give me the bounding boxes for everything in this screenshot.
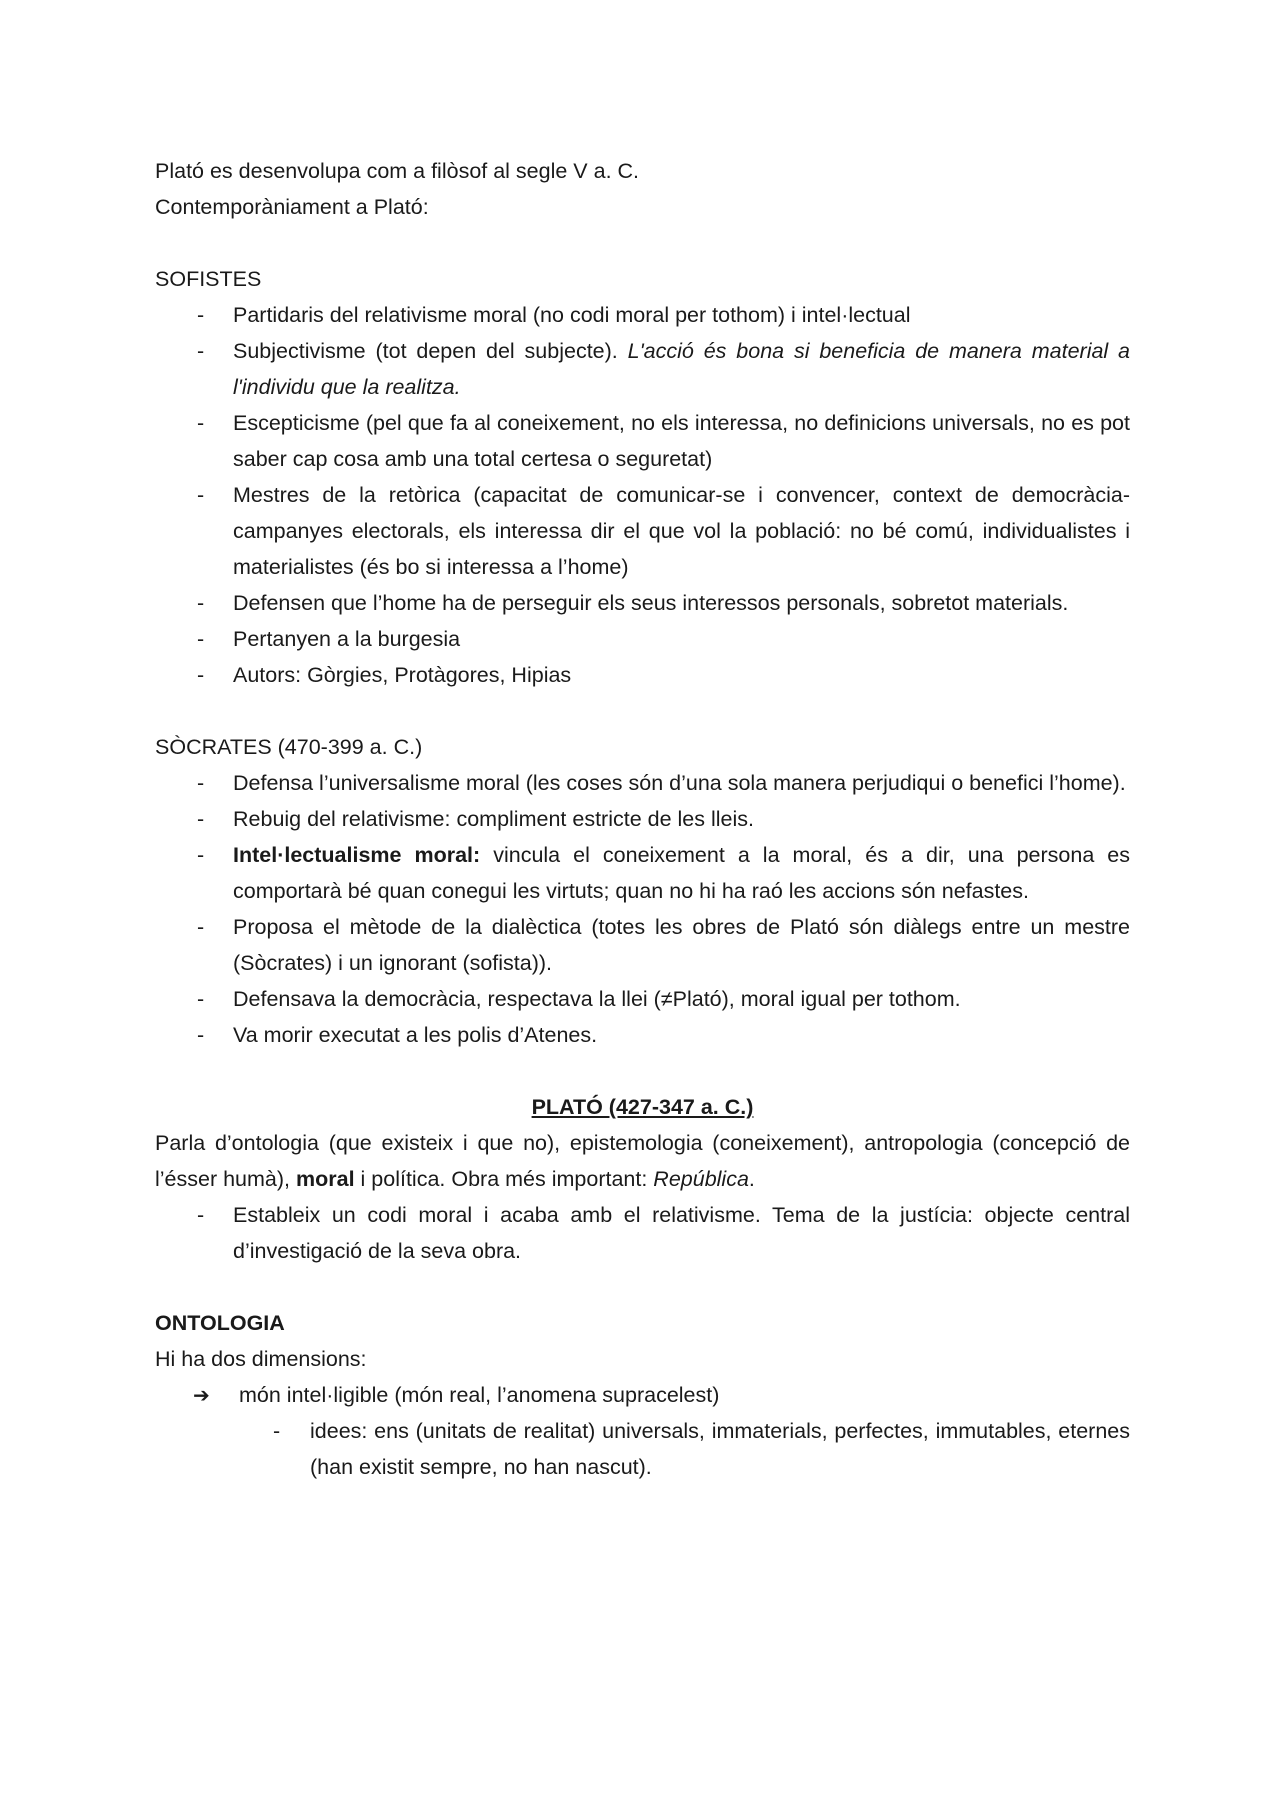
list-item xyxy=(155,1413,1130,1485)
list-item xyxy=(155,477,1130,585)
sofistes-heading: SOFISTES xyxy=(155,267,262,291)
item-text: Pertanyen a la burgesia xyxy=(233,627,461,651)
socrates-heading: SÒCRATES (470-399 a. C.) xyxy=(155,735,423,759)
arrow-list-item xyxy=(155,1377,1130,1413)
ontologia-sub-list xyxy=(155,1413,1130,1485)
ontologia-intro: Hi ha dos dimensions: xyxy=(155,1347,367,1371)
paragraph-text: Parla d’ontologia (que existeix i que no), epistemologia (coneixement), antropologia (concepció de l’ésser humà), xyxy=(155,1131,1130,1191)
paragraph-text: . xyxy=(748,1167,755,1191)
plato-list xyxy=(155,1197,1130,1269)
spacer xyxy=(155,693,1130,729)
item-text: Rebuig del relativisme: compliment estricte de les lleis. xyxy=(233,807,754,831)
item-text: Partidaris del relativisme moral (no codi moral per tothom) i intel·lectual xyxy=(233,303,911,327)
arrow-right-icon: ➔ xyxy=(193,1383,210,1407)
item-text: Defensen que l’home ha de perseguir els seus interessos personals, sobretot materials. xyxy=(233,591,1069,615)
paragraph-text: i política. Obra més important: xyxy=(354,1167,654,1191)
list-item xyxy=(155,405,1130,477)
item-text: Escepticisme (pel que fa al coneixement, no els interessa, no definicions universals, no es pot saber cap cosa amb una total certesa o seguretat) xyxy=(233,411,1130,471)
item-text: Subjectivisme (tot depen del subjecte). xyxy=(233,339,628,363)
item-bold-text: Intel·lectualisme moral: xyxy=(233,843,481,867)
list-item xyxy=(155,1197,1130,1269)
list-item xyxy=(155,621,1130,657)
item-text: vincula el coneixement a la moral, és a dir, una persona es comportarà bé quan conegui les virtuts; quan no hi ha raó les accions són nefastes. xyxy=(233,843,1130,903)
list-item xyxy=(155,801,1130,837)
spacer xyxy=(155,225,1130,261)
document-page xyxy=(155,153,1130,1485)
list-item xyxy=(155,981,1130,1017)
intro-line-2: Contemporàniament a Plató: xyxy=(155,195,429,219)
ontologia-heading: ONTOLOGIA xyxy=(155,1311,285,1335)
list-item xyxy=(155,657,1130,693)
item-text: Defensava la democràcia, respectava la llei (≠Plató), moral igual per tothom. xyxy=(233,987,961,1011)
item-text: Proposa el mètode de la dialèctica (totes les obres de Plató són diàlegs entre un mestre (Sòcrates) i un ignorant (sofista)). xyxy=(233,915,1130,975)
item-italic-text: L'acció és bona si beneficia de manera material a l'individu que la realitza. xyxy=(233,339,1131,399)
list-item xyxy=(155,585,1130,621)
item-text: Estableix un codi moral i acaba amb el relativisme. Tema de la justícia: objecte central d’investigació de la seva obra. xyxy=(233,1203,1130,1263)
spacer xyxy=(155,1053,1130,1089)
list-item xyxy=(155,333,1130,405)
sofistes-list xyxy=(155,297,1130,693)
plato-paragraph xyxy=(155,1125,1130,1197)
ontologia-arrow-list xyxy=(155,1377,1130,1413)
item-text: Mestres de la retòrica (capacitat de comunicar-se i convencer, context de democràcia- campanyes electorals, els interessa dir el que vol la població: no bé comú, individualistes i materialistes (és bo si interessa a l’home) xyxy=(233,483,1130,579)
item-text: Autors: Gòrgies, Protàgores, Hipias xyxy=(233,663,572,687)
item-text: Va morir executat a les polis d’Atenes. xyxy=(233,1023,598,1047)
intro-line-1: Plató es desenvolupa com a filòsof al segle V a. C. xyxy=(155,159,640,183)
list-item xyxy=(155,1017,1130,1053)
paragraph-bold-text: moral xyxy=(296,1167,355,1191)
list-item xyxy=(155,909,1130,981)
socrates-list xyxy=(155,765,1130,1053)
list-item xyxy=(155,297,1130,333)
paragraph-italic-text: República xyxy=(653,1167,749,1191)
item-text: Defensa l’universalisme moral (les coses són d’una sola manera perjudiqui o benefici l’home). xyxy=(233,771,1126,795)
spacer xyxy=(155,1269,1130,1305)
item-text: món intel·ligible (món real, l’anomena supracelest) xyxy=(239,1383,720,1407)
item-text: idees: ens (unitats de realitat) universals, immaterials, perfectes, immutables, eternes (han existit sempre, no han nascut). xyxy=(310,1419,1130,1479)
plato-title: PLATÓ (427-347 a. C.) xyxy=(531,1095,754,1119)
list-item xyxy=(155,837,1130,909)
list-item xyxy=(155,765,1130,801)
